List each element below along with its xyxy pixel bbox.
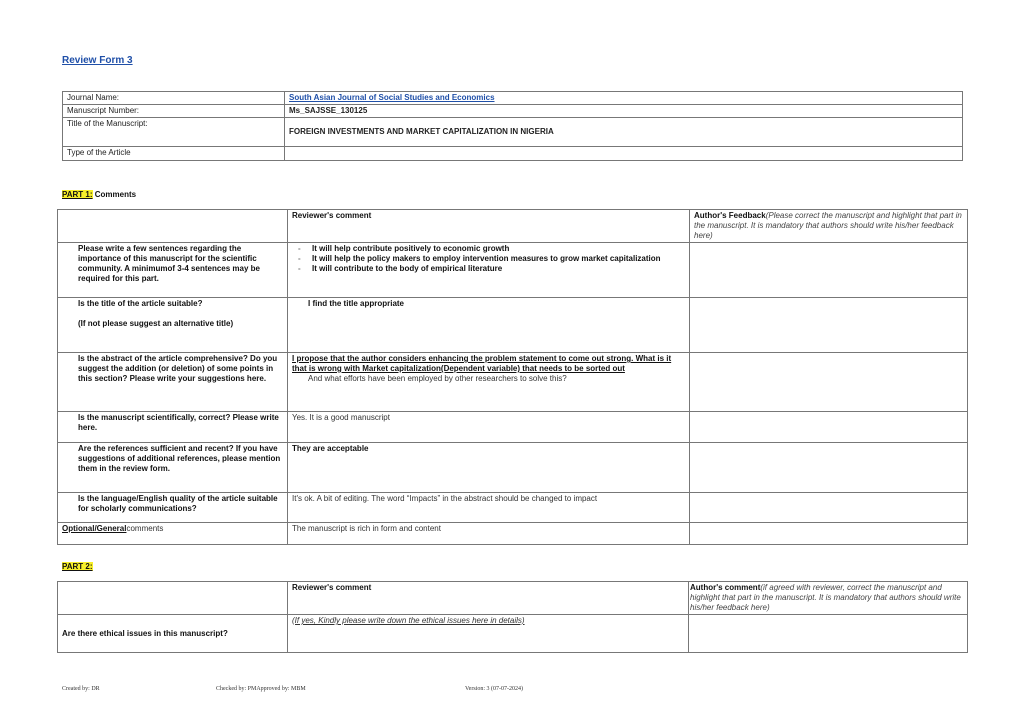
question: Is the abstract of the article comprehensive? Do you suggest the addition (or deletion) of some points in this section? Please write your suggestions here. (58, 353, 288, 412)
journal-label: Journal Name: (63, 92, 285, 105)
bullet-item: - It will help contribute positively to economic growth (312, 244, 685, 254)
manuscript-info-table (62, 91, 963, 161)
author-answer[interactable] (690, 298, 968, 353)
bullet-item: - It will contribute to the body of empirical literature (312, 264, 685, 274)
reviewer-answer[interactable]: Yes. It is a good manuscript (288, 412, 690, 443)
author-comment-header (689, 582, 968, 615)
reviewer-answer[interactable] (288, 353, 690, 412)
part2-table (57, 581, 968, 653)
question: Please write a few sentences regarding the importance of this manuscript for the scientific community. A minimumof 3-4 sentences may be required for this part. (58, 243, 288, 298)
part1-comments-table (57, 209, 968, 545)
form-title: Review Form 3 (62, 55, 133, 66)
question-note: (If not please suggest an alternative title) (78, 319, 234, 328)
table-row (58, 615, 968, 653)
table-row (58, 243, 968, 298)
footer-checked: Checked by: PMApproved by: MBM (216, 686, 306, 692)
table-row (58, 298, 968, 353)
type-value[interactable] (285, 147, 963, 161)
author-answer[interactable] (690, 523, 968, 545)
author-feedback-bold: Author's Feedback (694, 211, 766, 220)
table-row (58, 523, 968, 545)
question: Is the language/English quality of the article suitable for scholarly communications? (58, 493, 288, 523)
reviewer-comment-header: Reviewer's comment (288, 210, 690, 243)
ms-value: Ms_SAJSSE_130125 (285, 105, 963, 118)
optional-bold: Optional/General (62, 524, 127, 533)
table-row (58, 493, 968, 523)
author-comment-bold: Author's comment (690, 583, 761, 592)
reviewer-answer[interactable]: The manuscript is rich in form and content (288, 523, 690, 545)
question: Is the manuscript scientifically, correct? Please write here. (58, 412, 288, 443)
journal-link[interactable]: South Asian Journal of Social Studies and Economics (289, 93, 495, 102)
answer-text: I propose that the author considers enhancing the problem statement to come out strong. What is it that is wrong with Market capitalization(Dependent variable) that needs to be sorted out (292, 354, 672, 373)
title-label: Title of the Manuscript: (63, 118, 285, 147)
table-row (58, 353, 968, 412)
optional-rest: comments (126, 524, 164, 533)
table-row (58, 412, 968, 443)
reviewer-answer[interactable]: They are acceptable (288, 443, 690, 493)
table-row (58, 443, 968, 493)
question-text: Is the title of the article suitable? (78, 299, 203, 308)
question: Are there ethical issues in this manuscript? (58, 615, 288, 653)
part1-highlight: PART 1: (62, 190, 93, 199)
ms-label: Manuscript Number: (63, 105, 285, 118)
author-feedback-header (690, 210, 968, 243)
reviewer-comment-header: Reviewer's comment (288, 582, 689, 615)
part2-highlight: PART 2: (62, 562, 93, 571)
reviewer-answer[interactable]: It's ok. A bit of editing. The word “Impacts” in the abstract should be changed to impact (288, 493, 690, 523)
bullet-item: - It will help the policy makers to employ intervention measures to grow market capitalization (312, 254, 685, 264)
author-answer[interactable] (690, 493, 968, 523)
type-label: Type of the Article (63, 147, 285, 161)
author-answer[interactable] (690, 353, 968, 412)
part1-label-rest: Comments (92, 190, 137, 199)
author-answer[interactable] (689, 615, 968, 653)
question: Are the references sufficient and recent? If you have suggestions of additional references, please mention them in the review form. (58, 443, 288, 493)
reviewer-answer[interactable]: (If yes, Kindly please write down the ethical issues here in details) (288, 615, 689, 653)
optional-label (58, 523, 288, 545)
part1-label (62, 190, 136, 199)
author-answer[interactable] (690, 243, 968, 298)
author-answer[interactable] (690, 443, 968, 493)
author-answer[interactable] (690, 412, 968, 443)
reviewer-answer[interactable] (288, 243, 690, 298)
author-feedback-note: (Please correct the manuscript and highlight that part in the manuscript. It is mandatory that authors should write his/her feedback here) (694, 211, 962, 240)
author-comment-note: (if agreed with reviewer, correct the manuscript and highlight that part in the manuscript. It is mandatory that authors should write his/her feedback here) (690, 583, 961, 612)
part2-label (62, 562, 93, 571)
title-value: FOREIGN INVESTMENTS AND MARKET CAPITALIZATION IN NIGERIA (285, 118, 963, 147)
reviewer-answer[interactable]: I find the title appropriate (288, 298, 690, 353)
question (58, 298, 288, 353)
footer-created: Created by: DR (62, 686, 100, 692)
footer-version: Version: 3 (07-07-2024) (465, 686, 523, 692)
answer-followup: And what efforts have been employed by other researchers to solve this? (308, 374, 567, 383)
